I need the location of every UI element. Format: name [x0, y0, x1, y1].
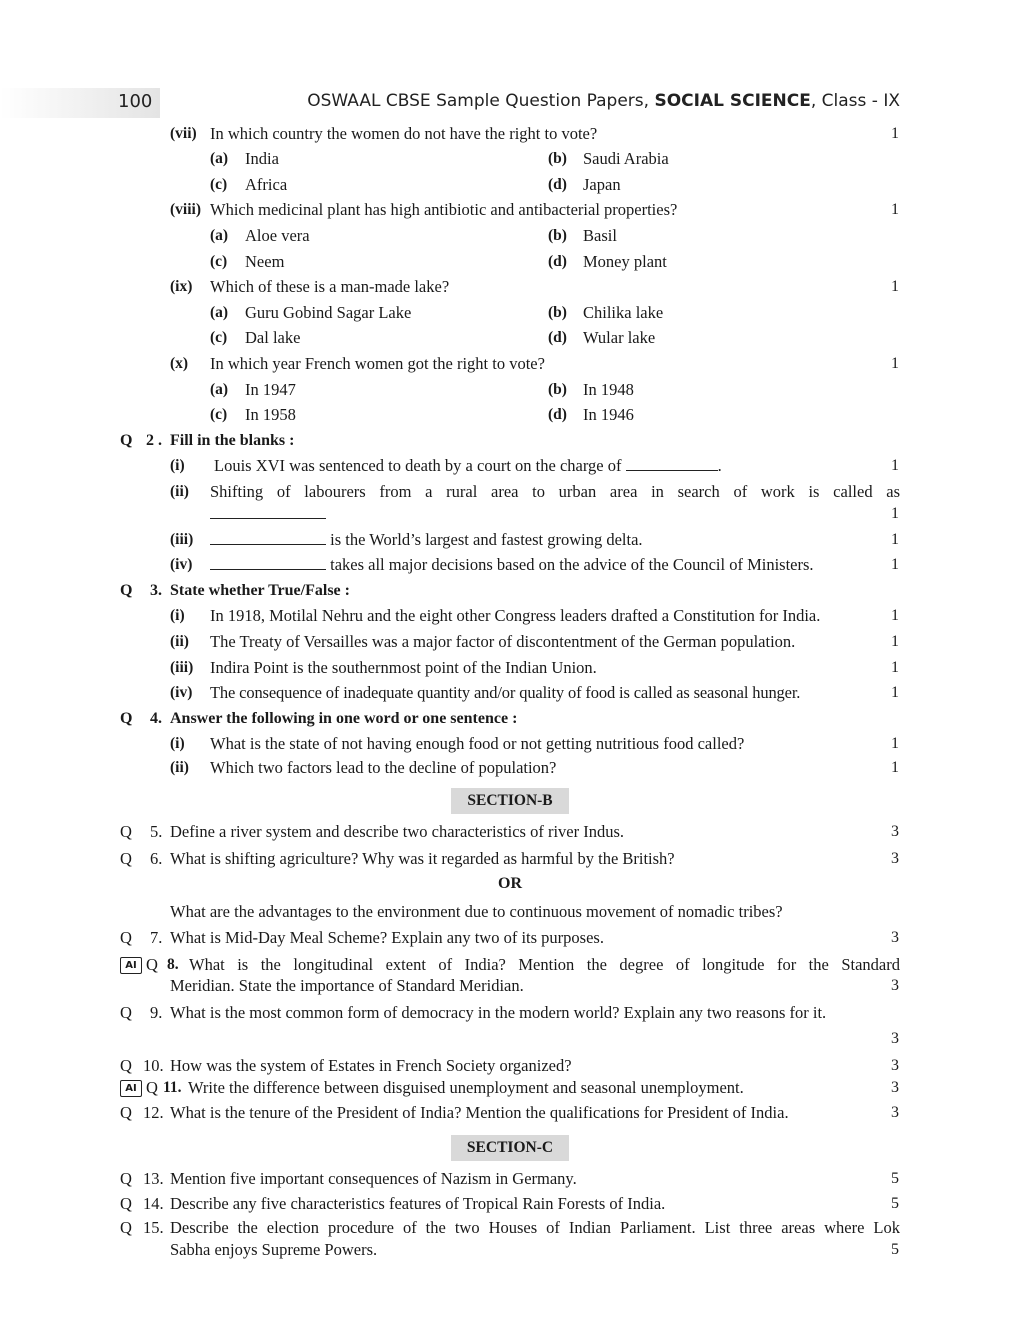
question-text: What is the most common form of democracy in the modern world? Explain any two reasons for it. [170, 1003, 827, 1022]
option-label: (c) [210, 329, 228, 346]
marks: 1 [891, 759, 899, 776]
item-number: (ii) [170, 483, 189, 500]
question-number: 14. [143, 1194, 164, 1213]
question-number: 13. [143, 1169, 164, 1188]
option-text: In 1946 [583, 405, 634, 424]
marks: 1 [891, 633, 899, 650]
question-number: 9. [150, 1003, 163, 1022]
marks: 3 [891, 1079, 899, 1096]
statement-text: The consequence of inadequate quantity and/or quality of food is called as seasonal hunger. [210, 683, 801, 702]
option-label: (d) [548, 406, 567, 423]
ai-badge-icon: AI [120, 1080, 142, 1097]
question-number: 15. [143, 1218, 164, 1237]
question-text: What is the tenure of the President of India? Mention the qualifications for President of India. [170, 1103, 789, 1122]
question-number: 10. [143, 1056, 164, 1075]
question-text: Which medicinal plant has high antibiotic and antibacterial properties? [210, 200, 678, 219]
question-text: Meridian. State the importance of Standard Meridian. [170, 976, 524, 995]
blank-line [210, 530, 326, 545]
option-text: Neem [245, 252, 285, 271]
item-number: (iv) [170, 556, 193, 573]
question-text: Describe any five characteristics features of Tropical Rain Forests of India. [170, 1194, 666, 1213]
question-text: What are the advantages to the environment due to continuous movement of nomadic tribes? [170, 902, 783, 921]
marks: 5 [891, 1170, 899, 1187]
marks: 3 [891, 929, 899, 946]
marks: 3 [891, 1057, 899, 1074]
fill-blank-text: Shifting of labourers from a rural area to urban area in search of work is called as [210, 482, 900, 501]
statement-text: Indira Point is the southernmost point of the Indian Union. [210, 658, 597, 677]
question-text: What is the longitudinal extent of India? Mention the degree of longitude for the Standard [189, 955, 900, 974]
marks: 1 [891, 201, 899, 218]
question-text: What is the state of not having enough food or not getting nutritious food called? [210, 734, 745, 753]
item-number: (ii) [170, 633, 189, 650]
option-text: Africa [245, 175, 288, 194]
question-number: 2 . [146, 432, 162, 449]
marks: 3 [891, 850, 899, 867]
option-text: Aloe vera [245, 226, 310, 245]
item-number: (iii) [170, 659, 194, 676]
option-text: Dal lake [245, 328, 301, 347]
option-label: (b) [548, 304, 567, 321]
blank-line [210, 555, 326, 570]
question-text: What is Mid-Day Meal Scheme? Explain any two of its purposes. [170, 928, 604, 947]
question-text: What is shifting agriculture? Why was it regarded as harmful by the British? [170, 849, 675, 868]
question-text: Which of these is a man-made lake? [210, 277, 450, 296]
option-label: (a) [210, 150, 229, 167]
option-label: (a) [210, 227, 229, 244]
section-b-heading: SECTION-B [451, 788, 569, 814]
or-separator: OR [498, 875, 522, 892]
question-label: Q [120, 928, 132, 947]
item-number: (i) [170, 607, 185, 624]
question-number: 7. [150, 928, 163, 947]
question-text: Sabha enjoys Supreme Powers. [170, 1240, 378, 1259]
item-number: (iii) [170, 531, 194, 548]
option-label: (a) [210, 381, 229, 398]
option-label: (c) [210, 176, 228, 193]
fill-blank-text: Louis XVI was sentenced to death by a court on the charge of . [214, 456, 722, 475]
fill-blank-text [210, 504, 326, 524]
question-number: (viii) [170, 201, 201, 218]
question-label: Q [146, 955, 158, 974]
option-text: In 1958 [245, 405, 296, 424]
ai-badge-icon: AI [120, 957, 142, 974]
marks: 1 [891, 735, 899, 752]
option-label: (c) [210, 406, 228, 423]
option-text: Wular lake [583, 328, 656, 347]
option-label: (d) [548, 176, 567, 193]
marks: 1 [891, 278, 899, 295]
fill-blank-text: takes all major decisions based on the advice of the Council of Ministers. [210, 555, 814, 575]
question-number: 12. [143, 1103, 164, 1122]
section-c-heading: SECTION-C [451, 1135, 569, 1161]
marks: 1 [891, 505, 899, 522]
question-label: Q [120, 582, 133, 599]
question-number: 5. [150, 822, 163, 841]
option-text: India [245, 149, 279, 168]
option-label: (d) [548, 329, 567, 346]
option-text: Basil [583, 226, 617, 245]
question-text: Describe the election procedure of the two Houses of Indian Parliament. List three areas where Lok [170, 1218, 900, 1237]
option-label: (b) [548, 150, 567, 167]
option-text: In 1948 [583, 380, 634, 399]
option-label: (b) [548, 381, 567, 398]
question-number: (x) [170, 355, 189, 372]
option-text: Saudi Arabia [583, 149, 669, 168]
marks: 5 [891, 1195, 899, 1212]
question-label: Q [120, 432, 133, 449]
question-label: Q [120, 710, 133, 727]
option-text: In 1947 [245, 380, 296, 399]
question-text: Which two factors lead to the decline of population? [210, 758, 557, 777]
question-label: Q [120, 1218, 132, 1237]
question-label: Q [120, 1003, 132, 1022]
question-text: How was the system of Estates in French Society organized? [170, 1056, 572, 1075]
fill-blank-text: is the World’s largest and fastest growing delta. [210, 530, 643, 550]
page-number: 100 [118, 91, 153, 112]
option-label: (d) [548, 253, 567, 270]
marks: 1 [891, 556, 899, 573]
marks: 1 [891, 125, 899, 142]
item-number: (i) [170, 735, 185, 752]
question-number: (ix) [170, 278, 193, 295]
statement-text: In 1918, Motilal Nehru and the eight other Congress leaders drafted a Constitution for India. [210, 606, 821, 625]
marks: 1 [891, 531, 899, 548]
question-label: Q [146, 1078, 158, 1097]
blank-line [210, 504, 326, 519]
question-heading: Answer the following in one word or one sentence : [170, 710, 518, 727]
question-number: 11. [163, 1079, 182, 1096]
blank-line [626, 456, 718, 471]
question-text: In which country the women do not have the right to vote? [210, 124, 598, 143]
question-number: 6. [150, 849, 163, 868]
marks: 3 [891, 823, 899, 840]
question-label: Q [120, 1169, 132, 1188]
marks: 1 [891, 607, 899, 624]
question-heading: State whether True/False : [170, 582, 350, 599]
item-number: (ii) [170, 759, 189, 776]
option-text: Chilika lake [583, 303, 664, 322]
question-number: (vii) [170, 125, 197, 142]
question-label: Q [120, 849, 132, 868]
option-label: (a) [210, 304, 229, 321]
marks: 3 [891, 977, 899, 994]
header-title: OSWAAL CBSE Sample Question Papers, SOCIAL SCIENCE, Class - IX [307, 91, 900, 111]
marks: 3 [891, 1030, 899, 1047]
question-number: 3. [150, 582, 162, 599]
question-text: Mention five important consequences of Nazism in Germany. [170, 1169, 577, 1188]
question-label: Q [120, 1103, 132, 1122]
question-text: Write the difference between disguised unemployment and seasonal unemployment. [188, 1078, 744, 1097]
option-label: (c) [210, 253, 228, 270]
question-number: 8. [167, 956, 179, 973]
item-number: (iv) [170, 684, 193, 701]
question-text: In which year French women got the right to vote? [210, 354, 545, 373]
question-label: Q [120, 1056, 132, 1075]
question-heading: Fill in the blanks : [170, 432, 295, 449]
question-label: Q [120, 1194, 132, 1213]
marks: 3 [891, 1104, 899, 1121]
statement-text: The Treaty of Versailles was a major factor of discontentment of the German population. [210, 632, 796, 651]
question-label: Q [120, 822, 132, 841]
question-number: 4. [150, 710, 162, 727]
option-label: (b) [548, 227, 567, 244]
marks: 1 [891, 355, 899, 372]
item-number: (i) [170, 457, 185, 474]
option-text: Japan [583, 175, 621, 194]
marks: 5 [891, 1241, 899, 1258]
question-text: Define a river system and describe two characteristics of river Indus. [170, 822, 625, 841]
marks: 1 [891, 659, 899, 676]
marks: 1 [891, 684, 899, 701]
marks: 1 [891, 457, 899, 474]
option-text: Guru Gobind Sagar Lake [245, 303, 412, 322]
option-text: Money plant [583, 252, 667, 271]
